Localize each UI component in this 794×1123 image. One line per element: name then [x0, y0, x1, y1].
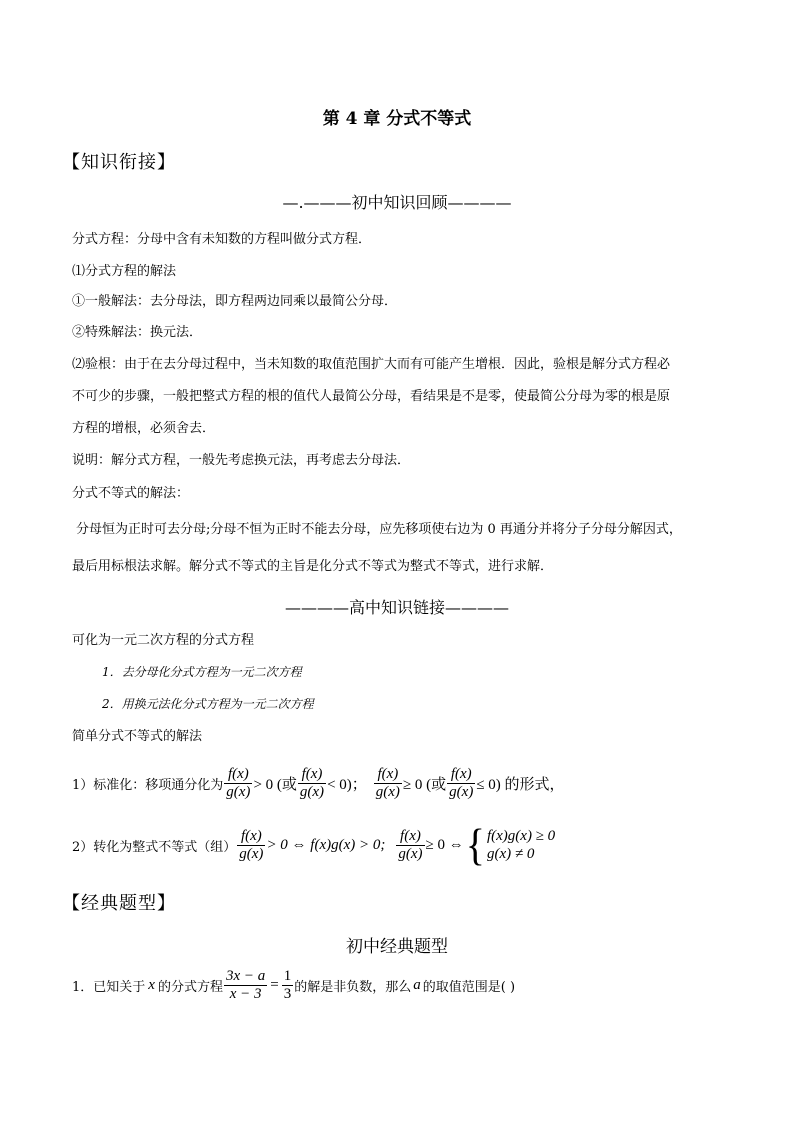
subhead-senior-link: ————高中知识链接———— [284, 598, 509, 617]
subhead-junior-classic: 初中经典题型 [346, 937, 448, 957]
gt0-text: > 0 (或 [253, 776, 297, 793]
fraction-f-over-g: $\frac{f(x)}{g(x)}$ [449, 765, 474, 800]
verify-line-1: ⑵验根：由于在去分母过程中，当未知数的取值范围扩大而有可能产生增根．因此，验根是解分式方程必 [72, 357, 671, 372]
fraction-f-over-g: $\frac{f(x)}{g(x)}$ [226, 765, 251, 800]
q1-var-x: x [148, 976, 155, 993]
ineq-line-2: 最后用标根法求解。解分式不等式的主旨是化分式不等式为整式不等式，进行求解． [72, 559, 554, 574]
reducible-item-2: 2．用换元法化分式方程为一元二次方程 [102, 697, 314, 711]
simple-ineq-heading: 简单分式不等式的解法 [72, 729, 203, 744]
fraction-f-over-g: $\frac{f(x)}{g(x)}$ [299, 765, 325, 800]
q1-suffix-1: 的解是非负数，那么 [294, 979, 412, 995]
fraction-f-over-g: $\frac{f(x)}{g(x)}$ [239, 827, 264, 862]
q1-mid: 的分式方程 [157, 979, 223, 995]
chapter-title: 第 4 章 分式不等式 [322, 109, 472, 129]
q1-rhs-fraction: $\frac{1}{3}$ [283, 967, 292, 1002]
brace-icon: { [465, 819, 485, 870]
equiv-part-2: ≥ 0 ⇔ [425, 836, 464, 853]
ge0-text: ≥ 0 (或 [402, 776, 447, 793]
method-special: ②特殊解法：换元法． [72, 325, 203, 340]
reducible-heading: 可化为一元二次方程的分式方程 [72, 633, 255, 648]
inequality-system: f(x)g(x) ≥ 0 g(x) ≠ 0 [486, 828, 556, 862]
ineq-line-1: 分母恒为正时可去分母;分母不恒为正时不能去分母，应先移项使右边为 0 再通分并将分子分母分解因式， [76, 522, 682, 537]
fraction-f-over-g: $\frac{f(x)}{g(x)}$ [398, 827, 423, 862]
solve-heading: ⑴分式方程的解法 [72, 264, 177, 279]
section-knowledge-heading: 【知识衔接】 [62, 152, 176, 173]
le0-text: ≤ 0) 的形式， [476, 776, 565, 793]
subhead-junior-review: —.———初中知识回顾———— [282, 193, 512, 212]
method-general: ①一般解法：去分母法，即方程两边同乘以最简公分母． [72, 294, 398, 309]
q1-prefix: 1．已知关于 [72, 979, 146, 995]
def-fraction-equation: 分式方程：分母中含有未知数的方程叫做分式方程． [72, 232, 372, 247]
reducible-item-1: 1．去分母化分式方程为一元二次方程 [102, 665, 302, 679]
q1-lhs-fraction: $\frac{3x - a}{x - 3}$ [225, 967, 266, 1002]
equiv-part-1: > 0 ⇔ f(x)g(x) > 0; [266, 836, 386, 853]
step2-label: 2）转化为整式不等式（组） [72, 839, 237, 855]
ineq-heading: 分式不等式的解法： [72, 486, 190, 501]
fraction-f-over-g: $\frac{f(x)}{g(x)}$ [375, 765, 400, 800]
section-classic-heading: 【经典题型】 [62, 893, 176, 914]
question-1 [72, 964, 515, 1006]
q1-suffix-2: 的取值范围是( ) [422, 979, 516, 995]
step2-line [72, 819, 556, 870]
q1-var-a: a [413, 976, 421, 993]
q1-equals: = [270, 976, 279, 993]
note: 说明：解分式方程，一般先考虑换元法，再考虑去分母法． [72, 453, 411, 468]
step1-label: 1）标准化：移项通分化为 [72, 777, 224, 793]
lt0-text: < 0)； [327, 776, 367, 793]
step1-line [72, 762, 565, 804]
verify-line-2: 不可少的步骤，一般把整式方程的根的值代人最简公分母，看结果是不是零，使最简公分母为零的根是原 [72, 389, 671, 404]
verify-line-3: 方程的增根，必须舍去． [72, 421, 216, 436]
